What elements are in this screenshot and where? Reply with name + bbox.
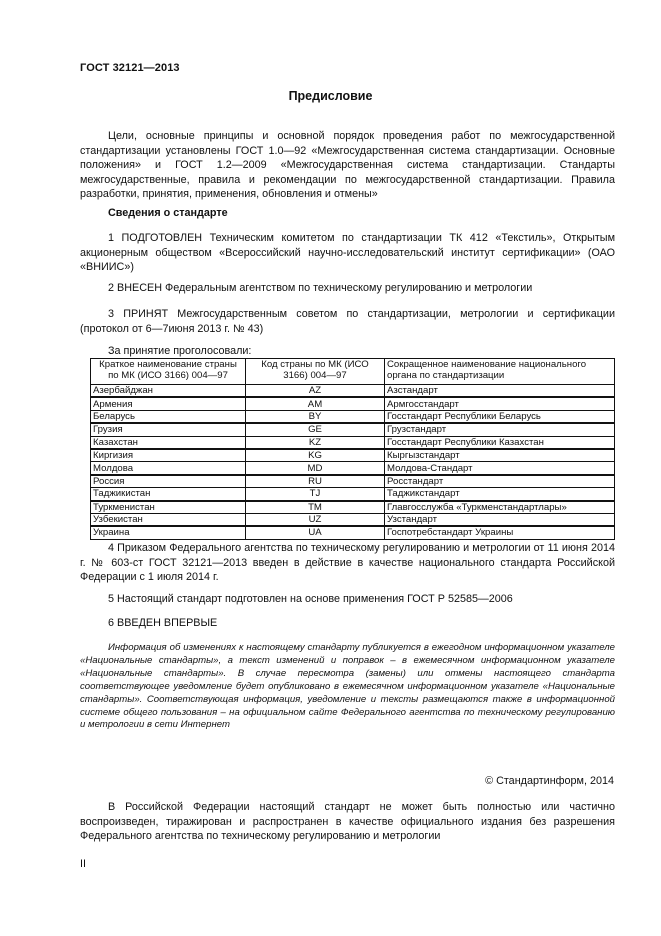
country-cell: Азербайджан xyxy=(91,385,246,398)
body-cell: Кыргызстандарт xyxy=(385,449,615,462)
table-row xyxy=(91,385,615,398)
body-cell: Молдова-Стандарт xyxy=(385,462,615,475)
code-cell: BY xyxy=(246,410,385,423)
copyright-notice: © Стандартинформ, 2014 xyxy=(485,775,614,787)
intro-paragraph: Цели, основные принципы и основной порядок проведения работ по межгосударственной стандартизации установлены ГОСТ 1.0—92 «Межгосударственная система стандартизации. Основные положения» и ГОСТ 1.2—2009 «Межгосударственная система стандартизации. Стандарты межгосударственные, правила и рекомендации по межгосударственной стандартизации. Правила разработки, принятия, применения, обновления и отмены» xyxy=(80,130,615,201)
code-cell: UZ xyxy=(246,513,385,526)
country-cell: Казахстан xyxy=(91,436,246,449)
vote-table-header-code: Код страны по МК (ИСО 3166) 004—97 xyxy=(246,359,385,385)
vote-table xyxy=(90,358,615,540)
country-cell: Россия xyxy=(91,475,246,488)
body-cell: Госстандарт Республики Беларусь xyxy=(385,410,615,423)
code-cell: KZ xyxy=(246,436,385,449)
country-cell: Беларусь xyxy=(91,410,246,423)
item-3: 3 ПРИНЯТ Межгосударственным советом по стандартизации, метрологии и сертификации (протокол от 6—7июня 2013 г. № 43) xyxy=(80,308,615,335)
code-cell: TM xyxy=(246,501,385,514)
info-note: Информация об изменениях к настоящему стандарту публикуется в ежегодном информационном указателе «Национальные стандарты», а текст изменений и поправок – в ежемесячном информационном указателе «Национальные стандарты». В случае пересмотра (замены) или отмены настоящего стандарта соответствующее уведомление будет опубликовано в ежемесячном информационном указателе «Национальные стандарты». Соответствующая информация, уведомление и тексты размещаются также в информационной системе общего пользования – на официальном сайте Федерального агентства по техническому регулированию и метрологии в сети Интернет xyxy=(80,642,615,731)
country-cell: Туркменистан xyxy=(91,501,246,514)
code-cell: KG xyxy=(246,449,385,462)
table-row xyxy=(91,501,615,514)
table-row xyxy=(91,397,615,410)
body-cell: Грузстандарт xyxy=(385,423,615,436)
country-cell: Украина xyxy=(91,526,246,539)
body-cell: Таджикстандарт xyxy=(385,488,615,501)
table-row xyxy=(91,488,615,501)
body-cell: Госстандарт Республики Казахстан xyxy=(385,436,615,449)
table-row xyxy=(91,513,615,526)
table-row xyxy=(91,410,615,423)
country-cell: Армения xyxy=(91,397,246,410)
country-cell: Грузия xyxy=(91,423,246,436)
table-row xyxy=(91,462,615,475)
item-1: 1 ПОДГОТОВЛЕН Техническим комитетом по стандартизации ТК 412 «Текстиль», Открытым акционерным обществом «Всероссийский научно-исследовательский институт сертификации» (ОАО «ВНИИС») xyxy=(80,232,615,274)
page-number: II xyxy=(80,858,86,870)
code-cell: AZ xyxy=(246,385,385,398)
code-cell: AM xyxy=(246,397,385,410)
body-cell: Азстандарт xyxy=(385,385,615,398)
code-cell: UA xyxy=(246,526,385,539)
section-title: Сведения о стандарте xyxy=(108,207,228,219)
country-cell: Киргизия xyxy=(91,449,246,462)
item-6: 6 ВВЕДЕН ВПЕРВЫЕ xyxy=(108,617,218,629)
vote-caption: За принятие проголосовали: xyxy=(108,345,252,357)
code-cell: GE xyxy=(246,423,385,436)
code-cell: TJ xyxy=(246,488,385,501)
body-cell: Росстандарт xyxy=(385,475,615,488)
body-cell: Главгосслужба «Туркменстандартлары» xyxy=(385,501,615,514)
reproduction-notice: В Российской Федерации настоящий стандарт не может быть полностью или частично воспроизведен, тиражирован и распространен в качестве официального издания без разрешения Федерального агентства по техническому регулированию и метрологии xyxy=(80,801,615,843)
body-cell: Узстандарт xyxy=(385,513,615,526)
country-cell: Молдова xyxy=(91,462,246,475)
vote-table-header-country: Краткое наименование страны по МК (ИСО 3166) 004—97 xyxy=(91,359,246,385)
table-row xyxy=(91,475,615,488)
body-cell: Госпотребстандарт Украины xyxy=(385,526,615,539)
country-cell: Узбекистан xyxy=(91,513,246,526)
document-header: ГОСТ 32121—2013 xyxy=(80,62,180,74)
item-4: 4 Приказом Федерального агентства по техническому регулированию и метрологии от 11 июня 2014 г. № 603-ст ГОСТ 32121—2013 введен в действие в качестве национального стандарта Российской Федерации с 1 июля 2014 г. xyxy=(80,542,615,584)
table-row xyxy=(91,526,615,539)
page-title: Предисловие xyxy=(288,89,373,103)
item-5: 5 Настоящий стандарт подготовлен на основе применения ГОСТ Р 52585—2006 xyxy=(108,593,513,605)
country-cell: Таджикистан xyxy=(91,488,246,501)
body-cell: Армгосстандарт xyxy=(385,397,615,410)
item-2: 2 ВНЕСЕН Федеральным агентством по техническому регулированию и метрологии xyxy=(108,282,533,294)
vote-table-header-body: Сокращенное наименование национального органа по стандартизации xyxy=(385,359,615,385)
vote-table-header xyxy=(91,359,615,385)
table-row xyxy=(91,423,615,436)
table-row xyxy=(91,436,615,449)
code-cell: MD xyxy=(246,462,385,475)
code-cell: RU xyxy=(246,475,385,488)
table-row xyxy=(91,449,615,462)
